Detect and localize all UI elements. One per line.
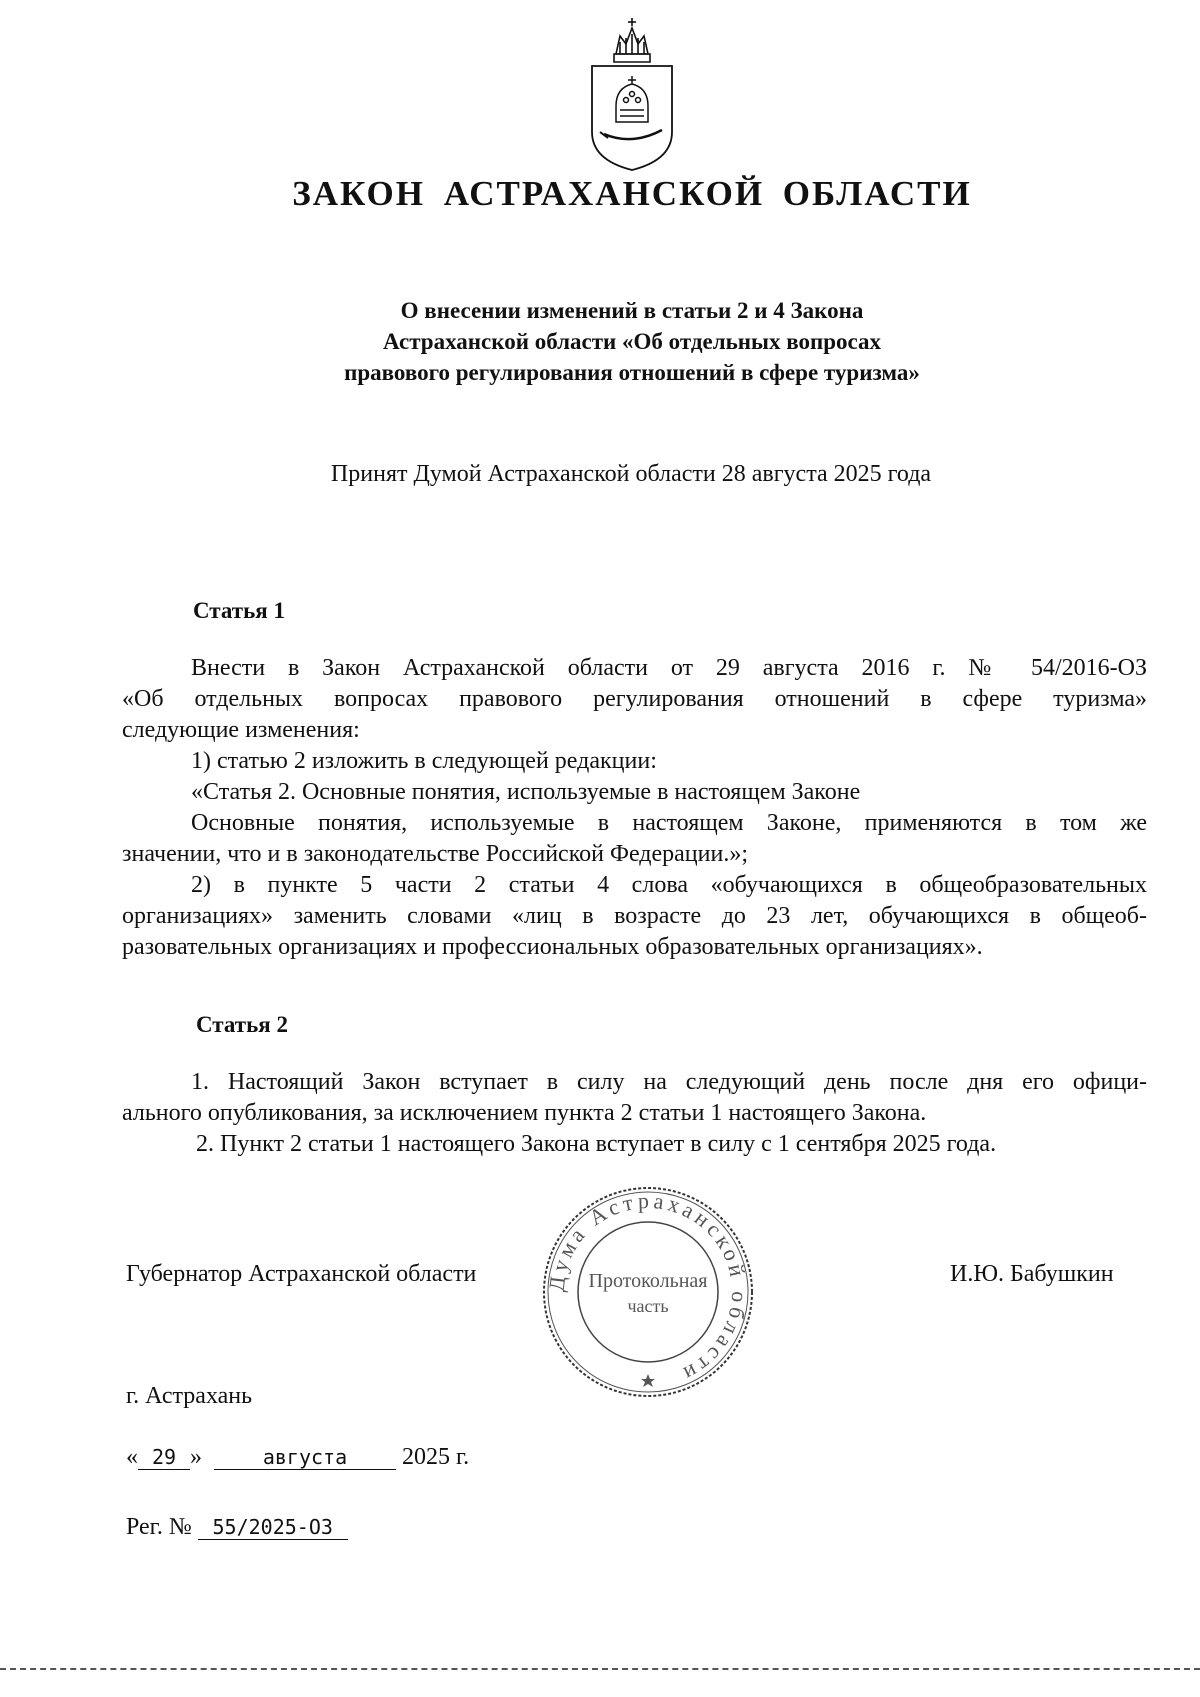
- star-icon: [641, 1374, 655, 1387]
- city-line: г. Астрахань: [126, 1383, 253, 1409]
- article-1-line: 2) в пункте 5 части 2 статьи 4 слова «обучающихся в общеобразовательных: [191, 872, 1147, 898]
- article-2-line: 2. Пункт 2 статьи 1 настоящего Закона вступает в силу с 1 сентября 2025 года.: [196, 1131, 997, 1157]
- reg-label: Рег. №: [126, 1514, 192, 1540]
- date-year: 2025 г.: [402, 1444, 470, 1470]
- registration-number: [126, 1514, 348, 1541]
- article-2-heading: Статья 2: [196, 1012, 288, 1037]
- article-1-line: значении, что и в законодательстве Российской Федерации.»;: [122, 841, 748, 867]
- article-1-line: «Статья 2. Основные понятия, используемые в настоящем Законе: [191, 779, 861, 805]
- coat-of-arms-emblem: [586, 14, 678, 174]
- stamp-center-line: часть: [627, 1296, 669, 1316]
- subtitle-line: правового регулирования отношений в сфере туризма»: [344, 360, 920, 385]
- stamp-center-line: Протокольная: [588, 1270, 708, 1292]
- article-1-line: 1) статью 2 изложить в следующей редакции:: [191, 748, 657, 774]
- article-1-line: организациях» заменить словами «лиц в возрасте до 23 лет, обучающихся в общеоб-: [122, 903, 1147, 929]
- date-month: августа: [214, 1445, 396, 1470]
- adoption-line: Принят Думой Астраханской области 28 августа 2025 года: [330, 461, 932, 487]
- article-1-line: Основные понятия, используемые в настоящем Законе, применяются в том же: [191, 810, 1147, 836]
- subtitle-line: О внесении изменений в статьи 2 и 4 Закона: [400, 298, 864, 323]
- reg-number: 55/2025-ОЗ: [198, 1515, 348, 1540]
- official-stamp: [540, 1184, 756, 1400]
- page-bottom-divider: [0, 1668, 1200, 1670]
- date-day: 29: [138, 1445, 190, 1470]
- date-close-quote: »: [190, 1444, 202, 1470]
- law-subtitle: [0, 295, 1200, 388]
- article-2-line: ального опубликования, за исключением пункта 2 статьи 1 настоящего Закона.: [122, 1100, 927, 1126]
- article-1-line: следующие изменения:: [122, 717, 360, 743]
- stamp-ring-text: Дума Астраханской области: [543, 1187, 753, 1389]
- article-1-line: разовательных организациях и профессиональных образовательных организациях».: [122, 934, 983, 960]
- document-title: ЗАКОН АСТРАХАНСКОЙ ОБЛАСТИ: [292, 174, 972, 213]
- article-1-line: «Об отдельных вопросах правового регулирования отношений в сфере туризма»: [122, 686, 1147, 712]
- signature-label: Губернатор Астраханской области: [126, 1261, 477, 1287]
- article-1-line: Внести в Закон Астраханской области от 29 августа 2016 г. № 54/2016-ОЗ: [191, 655, 1147, 681]
- date-open-quote: «: [126, 1444, 138, 1470]
- article-1-heading: Статья 1: [193, 598, 285, 623]
- article-2-line: 1. Настоящий Закон вступает в силу на следующий день после дня его офици-: [191, 1069, 1147, 1095]
- subtitle-line: Астраханской области «Об отдельных вопросах: [382, 329, 882, 354]
- signing-date: [126, 1444, 469, 1471]
- signatory-name: И.Ю. Бабушкин: [950, 1261, 1114, 1287]
